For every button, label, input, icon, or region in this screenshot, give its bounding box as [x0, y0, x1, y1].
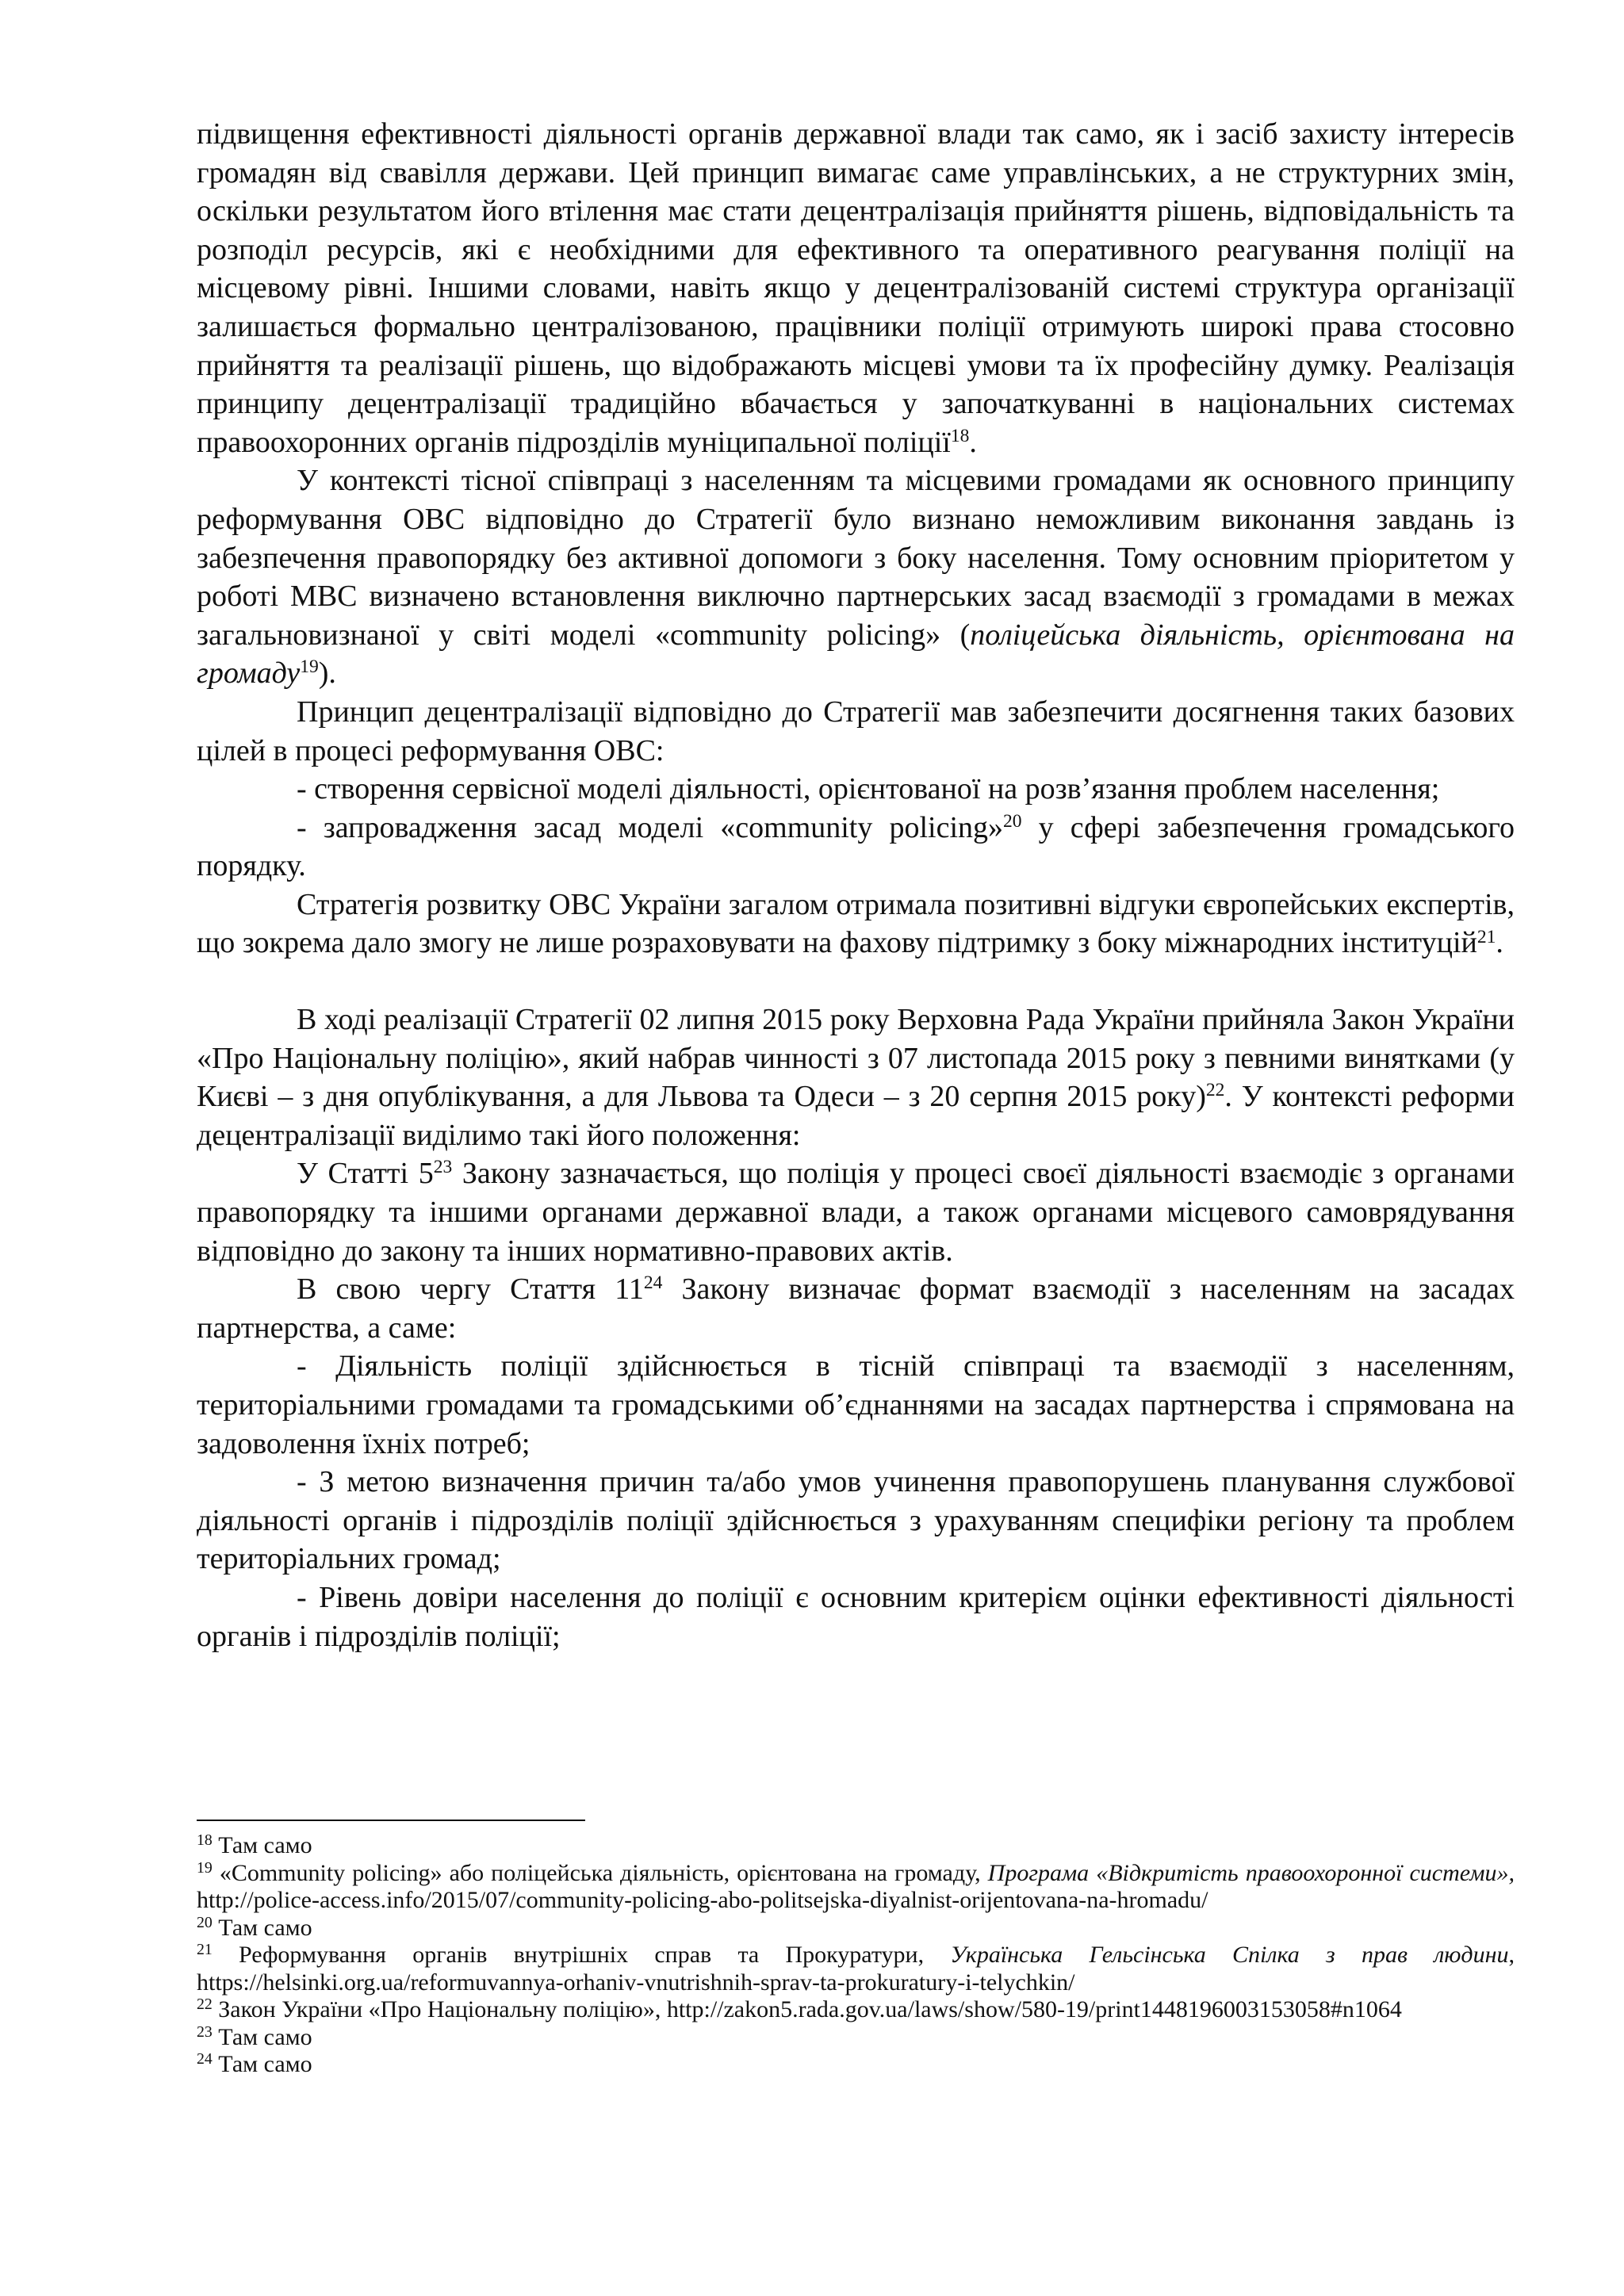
footnote-text: Там само [212, 1832, 312, 1858]
footnotes-section [197, 1820, 1515, 2079]
footnote-source: Програма «Відкритість правоохоронної системи», [987, 1859, 1515, 1886]
footnote-link[interactable]: , https://helsinki.org.ua/reformuvannya-orhaniv-vnutrishnih-sprav-ta-prokuratury-i-telychkin/ [197, 1942, 1515, 1996]
footnote-text: Там само [212, 2023, 312, 2050]
footnote-22 [197, 1996, 1515, 2024]
footnote-number: 23 [197, 2022, 213, 2041]
paragraph-text: . [1496, 926, 1503, 960]
footnote-number: 22 [197, 1996, 213, 2014]
footnote-ref-24[interactable]: 24 [643, 1272, 663, 1294]
footnote-text: Реформування органів внутрішніх справ та Прокуратури, [212, 1942, 951, 1968]
list-item: - створення сервісної моделі діяльності, орієнтованої на розв’язання проблем населення; [297, 772, 1440, 806]
paragraph [197, 1270, 1515, 1347]
footnote-text: Там само [212, 2051, 312, 2077]
footnote-link[interactable]: http://police-access.info/2015/07/community-policing-abo-politsejska-diyalnist-orijentovana-na-hromadu/ [197, 1887, 1208, 1913]
paragraph [197, 1154, 1515, 1270]
paragraph-text: . У контексті реформи децентралізації виділимо такі його положення: [197, 1080, 1515, 1152]
footnote-21 [197, 1942, 1515, 1996]
footnote-text: «Community policing» або поліцейська діяльність, орієнтована на громаду, [212, 1859, 988, 1886]
footnote-ref-20[interactable]: 20 [1003, 810, 1022, 832]
paragraph-text: - запровадження засад моделі «community policing» [297, 810, 1004, 844]
footnote-number: 18 [197, 1831, 213, 1850]
paragraph: Принцип децентралізації відповідно до Стратегії мав забезпечити досягнення таких базових цілей в процесі реформування ОВС: [197, 695, 1515, 767]
paragraph-text: У Статті 5 [297, 1157, 434, 1191]
footnote-19 [197, 1860, 1515, 1915]
paragraph [197, 1001, 1515, 1154]
paragraph-text: у сфері забезпечення громадського порядку. [197, 810, 1515, 883]
list-item [197, 809, 1515, 886]
document-body [197, 115, 1515, 1655]
paragraph-text: Закону зазначається, що поліція у процесі своєї діяльності взаємодіє з органами правопорядку та іншими органами державної влади, а також органами місцевого самоврядування відповідно до закону та інших нормативно-правових актів. [197, 1157, 1515, 1268]
footnote-number: 20 [197, 1913, 213, 1931]
footnote-23 [197, 2024, 1515, 2052]
footnote-number: 21 [197, 1941, 213, 1959]
paragraph-text: ). [318, 656, 336, 691]
paragraph-text: В ході реалізації Стратегії 02 липня 2015 року Верховна Рада України прийняла Закон України «Про Національну поліцію», який набрав чинності з 07 листопада 2015 року з певними винятками (у Києві – з дня опублікування, а для Львова та Одеси – з 20 серпня 2015 року) [197, 1003, 1515, 1114]
footnote-ref-21[interactable]: 21 [1477, 926, 1496, 947]
footnote-ref-23[interactable]: 23 [433, 1157, 453, 1178]
paragraph-text: підвищення ефективності діяльності органів державної влади так само, як і засіб захисту інтересів громадян від свавілля держави. Цей принцип вимагає саме управлінських, а не структурних змін, оскільки результатом його втілення має стати децентралізація прийняття рішень, відповідальність та розподіл ресурсів, які є необхідними для ефективного та оперативного реагування поліції на місцевому рівні. Іншими словами, навіть якщо у децентралізованій системі структура організації залишається формально централізованою, працівники поліції отримують широкі права стосовно прийняття та реалізації рішень, що відображають місцеві умови та їх професійну думку. Реалізація принципу децентралізації традиційно вбачається у започаткуванні в національних системах правоохоронних органів підрозділів муніципальної поліції [197, 117, 1515, 459]
paragraph-text: У контексті тісної співпраці з населенням та місцевими громадами як основного принципу реформування ОВС відповідно до Стратегії було визнано неможливим виконання завдань із забезпечення правопорядку без активної допомоги з боку населення. Тому основним пріоритетом у роботі МВС визначено встановлення виключно партнерських засад взаємодії з громадами в межах загальновизнаної у світі моделі «community policing» ( [197, 464, 1515, 652]
footnote-18 [197, 1832, 1515, 1860]
footnote-number: 19 [197, 1858, 213, 1877]
footnote-20 [197, 1915, 1515, 1942]
paragraph-text: Стратегія розвитку ОВС України загалом отримала позитивні відгуки європейських експертів, що зокрема дало змогу не лише розраховувати на фахову підтримку з боку міжнародних інституцій [197, 887, 1515, 960]
paragraph [197, 886, 1515, 962]
list-item: - Діяльність поліції здійснюється в тісній співпраці та взаємодії з населенням, територіальними громадами та громадськими об’єднаннями на засадах партнерства і спрямована на задоволення їхніх потреб; [197, 1349, 1515, 1460]
paragraph [197, 115, 1515, 461]
footnote-ref-19[interactable]: 19 [300, 656, 319, 678]
paragraph-text: Закону визначає формат взаємодії з населенням на засадах партнерства, а саме: [197, 1272, 1515, 1345]
footnote-link[interactable]: Закон України «Про Національну поліцію», http://zakon5.rada.gov.ua/laws/show/580-19/print1448196003153058#n1064 [212, 1996, 1402, 2022]
paragraph-text: В свою чергу Стаття 11 [297, 1272, 644, 1307]
footnote-text: Там само [212, 1914, 312, 1941]
list-item: - Рівень довіри населення до поліції є основним критерієм оцінки ефективності діяльності органів і підрозділів поліції; [197, 1580, 1515, 1653]
footnote-source: Українська Гельсінська Спілка з прав людини [950, 1942, 1509, 1968]
footnote-number: 24 [197, 2050, 213, 2068]
italic-term: поліцейська діяльність, орієнтована на громаду [197, 618, 1515, 691]
footnote-ref-18[interactable]: 18 [950, 425, 970, 446]
blank-line [197, 962, 1515, 1001]
paragraph [197, 461, 1515, 693]
footnote-separator [197, 1820, 585, 1821]
footnote-24 [197, 2051, 1515, 2079]
list-item: - З метою визначення причин та/або умов учинення правопорушень планування службової діяльності органів і підрозділів поліції здійснюється з урахуванням специфіки регіону та проблем територіальних громад; [197, 1465, 1515, 1576]
footnote-ref-22[interactable]: 22 [1205, 1080, 1225, 1101]
paragraph-text: . [969, 425, 977, 459]
